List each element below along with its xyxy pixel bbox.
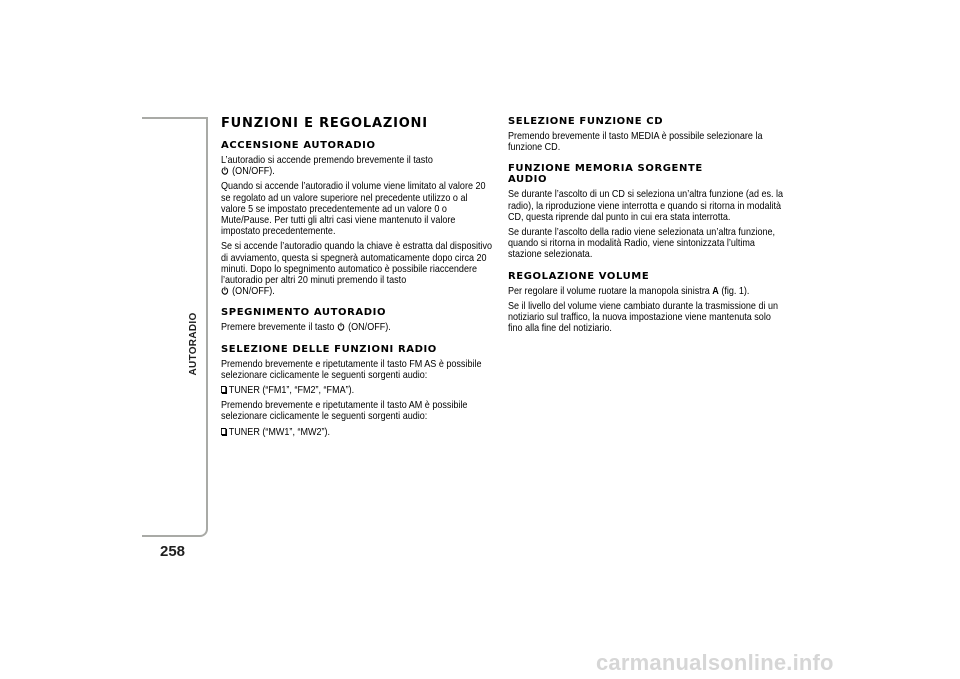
list-item-text: TUNER (“FM1”, “FM2”, “FMA”). xyxy=(228,384,355,397)
right-column xyxy=(508,116,788,338)
paragraph xyxy=(221,241,492,297)
heading-selezione-radio: SELEZIONE DELLE FUNZIONI RADIO xyxy=(221,343,437,355)
heading-line: FUNZIONE MEMORIA SORGENTE xyxy=(508,163,703,175)
page-number: 258 xyxy=(160,543,186,560)
paragraph: Premendo brevemente e ripetutamente il tasto FM AS è possibile selezionare ciclicamente le seguenti sorgenti audio: xyxy=(221,357,482,381)
page-title: FUNZIONI E REGOLAZIONI xyxy=(221,116,428,131)
paragraph: Se il livello del volume viene cambiato durante la trasmissione di un notiziario sul traffico, la nuova impostazione viene mantenuta solo fino alla fine del notiziario. xyxy=(508,299,779,335)
heading-selezione-cd: SELEZIONE FUNZIONE CD xyxy=(508,116,664,127)
watermark: carmanualsonline.info xyxy=(596,650,834,675)
paragraph: Se durante l’ascolto di un CD si seleziona un’altra funzione (ad es. la radio), la riproduzione viene interrotta e quando si ritorna in modalità CD, questa riprende dal punto in cui era stata interrotta. xyxy=(508,188,784,223)
paragraph xyxy=(221,322,492,333)
key-label: (ON/OFF). xyxy=(348,321,391,334)
left-column xyxy=(221,116,493,442)
power-icon xyxy=(337,322,345,331)
paragraph-text: L’autoradio si accende premendo brevemente il tasto xyxy=(221,154,433,166)
heading-memoria-sorgente xyxy=(508,163,788,185)
checkbox-bullet-icon xyxy=(221,386,226,393)
paragraph: Se durante l’ascolto della radio viene selezionata un’altra funzione, quando si ritorna in modalità Radio, viene sintonizzata l’ultima stazione selezionata. xyxy=(508,226,776,261)
key-label: (ON/OFF). xyxy=(232,285,275,298)
heading-line: AUDIO xyxy=(508,174,548,186)
paragraph-text: Per regolare il volume ruotare la manopola sinistra xyxy=(508,284,710,297)
paragraph xyxy=(221,155,492,177)
paragraph: Premendo brevemente e ripetutamente il tasto AM è possibile selezionare ciclicamente le seguenti sorgenti audio: xyxy=(221,399,468,423)
paragraph-text: Premere brevemente il tasto xyxy=(221,321,335,334)
power-icon xyxy=(221,286,229,295)
sidebar-section-label: AUTORADIO xyxy=(188,312,199,376)
list-item xyxy=(221,427,492,438)
checkbox-bullet-icon xyxy=(221,428,226,435)
paragraph: Premendo brevemente il tasto MEDIA è possibile selezionare la funzione CD. xyxy=(508,130,763,154)
knob-reference: A xyxy=(712,284,719,297)
figure-reference: (fig. 1). xyxy=(721,284,750,297)
paragraph xyxy=(508,286,787,297)
list-item-text: TUNER (“MW1”, “MW2”). xyxy=(228,425,331,438)
key-label: (ON/OFF). xyxy=(232,165,275,178)
heading-regolazione-volume: REGOLAZIONE VOLUME xyxy=(508,270,650,282)
power-icon xyxy=(221,166,229,175)
list-item xyxy=(221,385,492,396)
heading-accensione: ACCENSIONE AUTORADIO xyxy=(221,140,376,151)
heading-spegnimento: SPEGNIMENTO AUTORADIO xyxy=(221,307,387,319)
paragraph-text: Se si accende l’autoradio quando la chiave è estratta dal dispositivo di avviamento, questa si spegnerà automaticamente dopo circa 20 minuti. Dopo lo spegnimento automatico è possibile riaccendere l’autoradio per altri 20 minuti premendo il tasto xyxy=(221,240,493,287)
paragraph: Quando si accende l’autoradio il volume viene limitato al valore 20 se regolato ad un valore superiore nel precedente utilizzo o al valore 5 se impostato precedentemente ad un valore 0 o Mute/Pause. Per tutti gli altri casi viene mantenuto il valore impostato precedentemente. xyxy=(221,180,486,238)
